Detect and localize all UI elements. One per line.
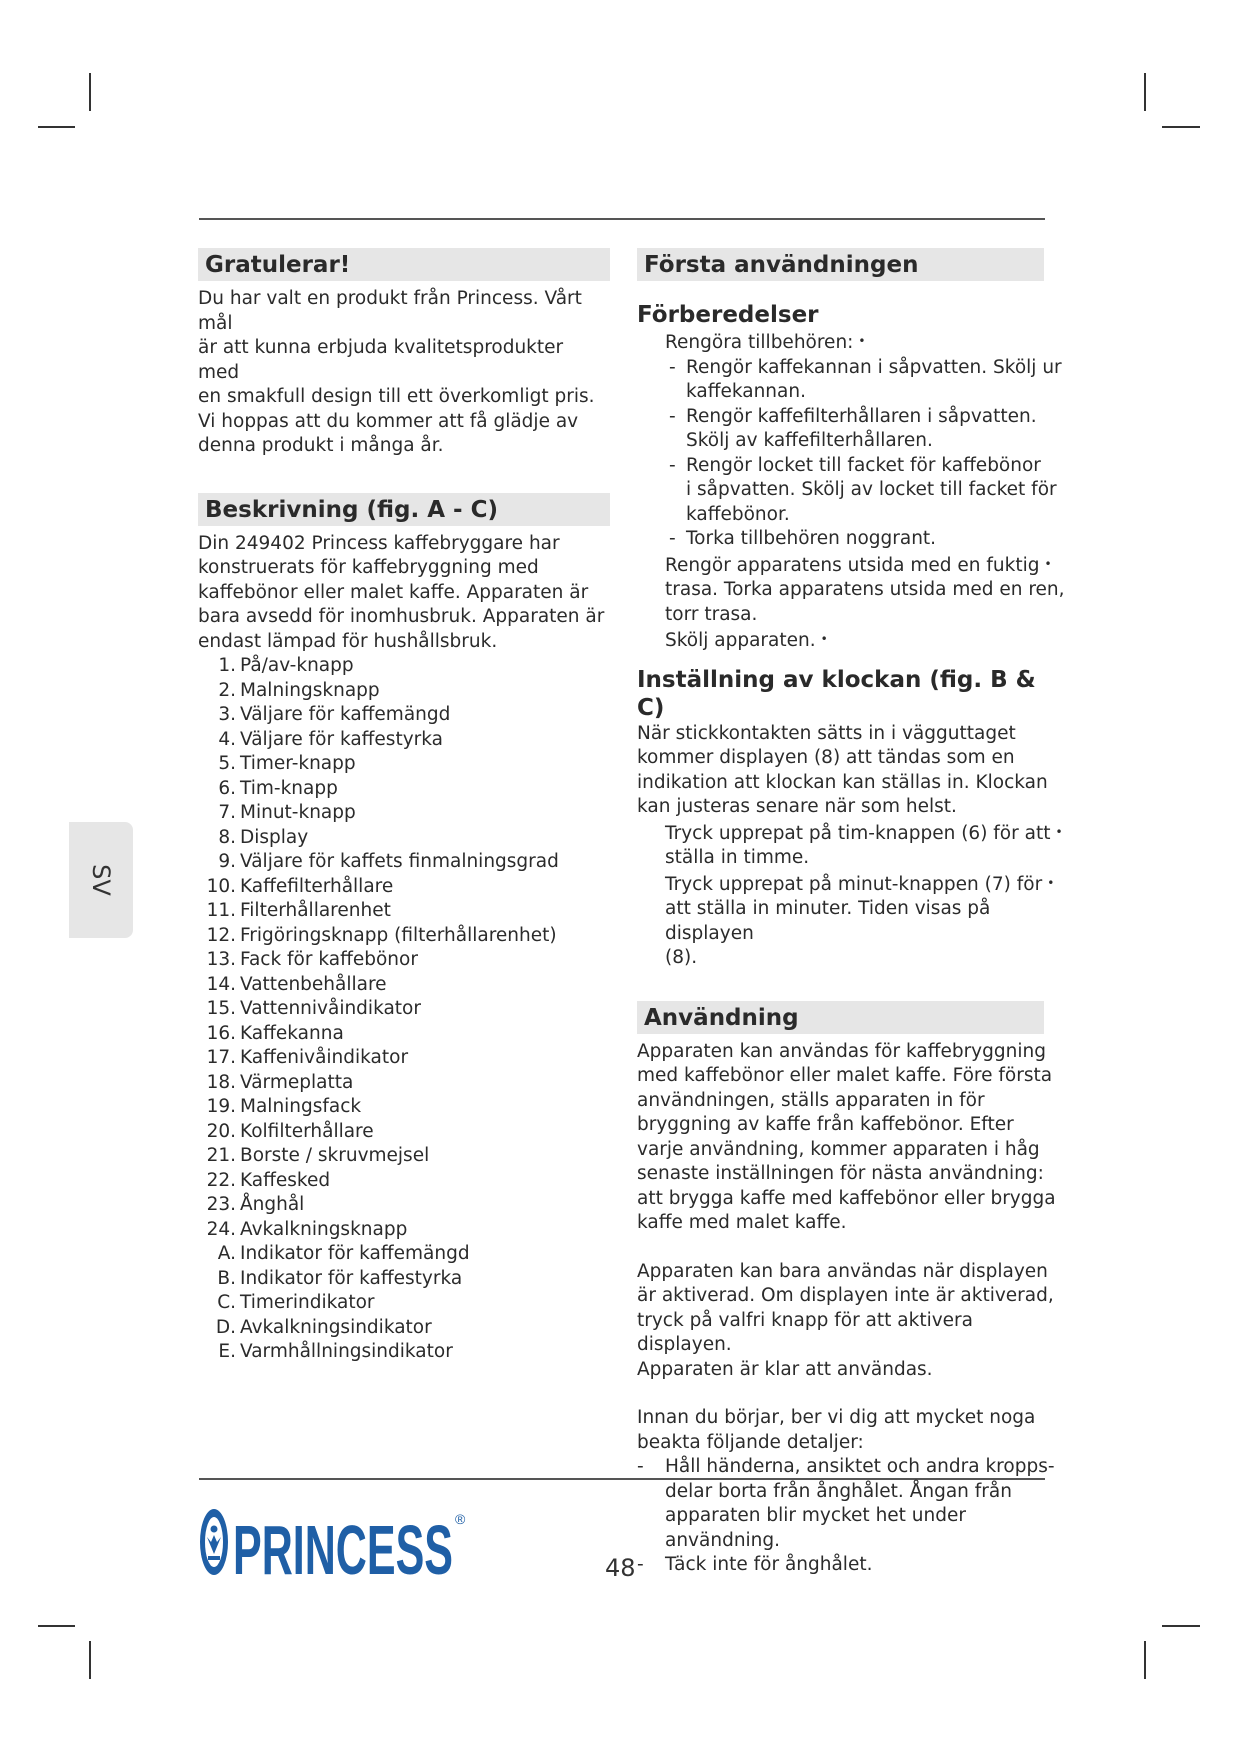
text-line: kan justeras senare när som helst. [637, 796, 957, 817]
crop-mark [1162, 1625, 1200, 1627]
parts-list-label: Ånghål [240, 1194, 305, 1215]
bullet-item [637, 329, 1069, 356]
text-line: Innan du börjar, ber vi dig att mycket noga [637, 1407, 1036, 1428]
parts-list-number: 6. [218, 777, 236, 799]
text-line: att brygga kaffe med kaffebönor eller brygga [637, 1187, 1056, 1209]
usage-para-1 [637, 1040, 1069, 1236]
text-line: kaffe med malet kaffe. [637, 1212, 847, 1233]
first-use-heading: Första användningen [637, 248, 1044, 281]
text-line: är att kunna erbjuda kvalitetsprodukter med [198, 337, 564, 383]
parts-list-label: Vattenbehållare [240, 973, 387, 995]
usage-heading: Användning [637, 1001, 1044, 1034]
text-line: varje användning, kommer apparaten i håg [637, 1138, 1040, 1160]
description-heading: Beskrivning (fig. A - C) [198, 493, 610, 526]
text-line: Tryck upprepat på tim-knappen (6) för att [665, 822, 1051, 844]
parts-list-label: Indikator för kaffemängd [240, 1243, 470, 1264]
parts-list-number: 23. [206, 1194, 236, 1215]
parts-list-label: Kaffenivåindikator [240, 1047, 409, 1068]
princess-logo [197, 1504, 477, 1582]
parts-list-label: På/av-knapp [240, 655, 354, 676]
parts-list-number: B. [217, 1267, 236, 1289]
clock-text [637, 722, 1069, 820]
parts-list-number: 15. [206, 998, 236, 1019]
clock-heading: Inställning av klockan (fig. B & C) [637, 666, 1036, 721]
text-line: konstruerats för kaffebryggning med [198, 557, 539, 578]
text-line: kommer displayen (8) att tändas som en [637, 747, 1015, 768]
parts-list-number: A. [217, 1243, 236, 1264]
parts-list-number: 17. [206, 1047, 236, 1068]
preparations-heading: Förberedelser [637, 302, 819, 328]
text-line: bara avsedd för inomhusbruk. Apparaten är [198, 606, 605, 627]
parts-list-label: Frigöringsknapp (filterhållarenhet) [240, 924, 557, 946]
parts-list-label: Kolfilterhållare [240, 1120, 374, 1142]
parts-list-label: Filterhållarenhet [240, 900, 391, 921]
parts-list-item [206, 1242, 610, 1267]
bullet-item [637, 627, 1069, 654]
parts-list-number: 21. [206, 1145, 236, 1166]
text-line: Rengör locket till facket för kaffebönor [686, 454, 1041, 476]
bullet-item [637, 871, 1069, 971]
dash-item: - Torka tillbehören noggrant. [637, 527, 1069, 552]
text-line: i såpvatten. Skölj av locket till facket för [686, 479, 1057, 500]
parts-list-item [206, 1193, 610, 1218]
parts-list-label: Väljare för kaffestyrka [240, 728, 443, 750]
parts-list-item [206, 850, 610, 875]
language-tab-label: SV [87, 864, 115, 896]
parts-list-label: Timerindikator [240, 1292, 375, 1313]
parts-list-number: 3. [218, 704, 236, 725]
crop-mark [1162, 126, 1200, 128]
parts-list-item [206, 752, 610, 777]
parts-list-item [206, 1267, 610, 1292]
text-line: kaffebönor eller malet kaffe. Apparaten är [198, 581, 589, 603]
parts-list-item [206, 1120, 610, 1145]
text-line: att ställa in minuter. Tiden visas på displayen [665, 898, 991, 944]
bullet-text: Rengöra tillbehören: [665, 332, 854, 353]
parts-list-label: Minut-knapp [240, 802, 356, 823]
text-line: Håll händerna, ansiktet och andra kropps- [665, 1456, 1055, 1477]
bullet-dot: • [1044, 556, 1052, 571]
bullet-dot: • [858, 334, 866, 348]
crop-mark [89, 73, 91, 111]
bullet-item [637, 552, 1069, 628]
parts-list-label: Kaffesked [240, 1169, 331, 1191]
parts-list-number: 14. [206, 973, 236, 995]
text-line: trasa. Torka apparatens utsida med en ren, [665, 579, 1065, 600]
parts-list-number: 19. [206, 1096, 236, 1117]
parts-list-item [206, 728, 610, 753]
crop-mark [89, 1641, 91, 1679]
parts-list-number: 24. [206, 1218, 236, 1240]
dash-item: - Rengör kaffekannan i såpvatten. Skölj ur kaffekannan. [637, 356, 1069, 405]
bullet-text: Skölj apparaten. [665, 630, 816, 651]
parts-list-label: Kaffekanna [240, 1022, 344, 1044]
description-text [198, 532, 610, 655]
parts-list-number: 13. [206, 949, 236, 970]
parts-list-number: 12. [206, 924, 236, 946]
warning-item: - Håll händerna, ansiktet och andra kropps- delar borta från ånghålet. Ångan från apparaten blir mycket het under användning. [637, 1455, 1069, 1553]
text-line: Vi hoppas att du kommer att få glädje av [198, 410, 579, 432]
parts-list-item [206, 1169, 610, 1194]
parts-list-item [206, 801, 610, 826]
parts-list-number: 7. [218, 802, 236, 823]
page-number: 48 [605, 1554, 636, 1582]
text-line: Tryck upprepat på minut-knappen (7) för [665, 873, 1043, 895]
text-line: kaffekannan. [686, 381, 806, 402]
parts-list-item [206, 973, 610, 998]
text-line: torr trasa. [665, 603, 758, 625]
parts-list-item [206, 899, 610, 924]
text-line: Apparaten kan användas för kaffebryggning [637, 1040, 1046, 1062]
left-column [198, 248, 610, 1365]
parts-list-label: Avkalkningsindikator [240, 1316, 432, 1338]
parts-list-item [206, 1022, 610, 1047]
parts-list-item [206, 826, 610, 851]
text-line: Apparaten kan bara användas när displayen [637, 1260, 1048, 1282]
parts-list-number: 10. [206, 875, 236, 897]
text-line: Rengör kaffefilterhållaren i såpvatten. [686, 405, 1037, 427]
bullet-dot: • [1047, 875, 1055, 890]
text-line: Apparaten är klar att användas. [637, 1358, 933, 1380]
crop-mark [1144, 1641, 1146, 1679]
text-line: När stickkontakten sätts in i vägguttaget [637, 722, 1016, 744]
dash-item: - Rengör locket till facket för kaffebönor i såpvatten. Skölj av locket till facket för kaffebönor. [637, 454, 1069, 528]
parts-list-label: Fack för kaffebönor [240, 949, 418, 970]
text-line: endast lämpad för hushållsbruk. [198, 630, 498, 652]
congrats-heading: Gratulerar! [198, 248, 610, 281]
crown-emblem-icon [200, 1509, 228, 1575]
text-line: Rengör kaffekannan i såpvatten. Skölj ur [686, 356, 1062, 378]
text-line: med kaffebönor eller malet kaffe. Före första [637, 1065, 1053, 1086]
parts-list-number: 16. [206, 1022, 236, 1044]
text-line: en smakfull design till ett överkomligt pris. [198, 386, 595, 407]
registered-mark: ® [455, 1511, 466, 1527]
parts-list-label: Tim-knapp [240, 777, 338, 799]
congrats-text [198, 287, 610, 459]
text-line: ställa in timme. [665, 847, 810, 868]
crop-mark [38, 1625, 75, 1627]
parts-list-item [206, 948, 610, 973]
text-line: Rengör apparatens utsida med en fuktig [665, 554, 1040, 576]
text-line: Täck inte för ånghålet. [665, 1554, 873, 1575]
text-line: kaffebönor. [686, 503, 790, 525]
parts-list-number: C. [217, 1292, 236, 1313]
usage-para-2 [637, 1260, 1069, 1383]
parts-list-number: 1. [218, 655, 236, 676]
text-line: (8). [665, 947, 698, 968]
parts-list-item [206, 679, 610, 704]
warning-item: - Täck inte för ånghålet. [637, 1553, 1069, 1578]
text-line: apparaten blir mycket het under användning. [665, 1505, 966, 1551]
parts-list-label: Väljare för kaffemängd [240, 704, 451, 725]
parts-list-label: Vattennivåindikator [240, 998, 421, 1019]
crop-mark [1144, 73, 1146, 111]
text-line: beakta följande detaljer: [637, 1431, 864, 1453]
parts-list-item [206, 777, 610, 802]
right-column [637, 248, 1069, 1578]
text-line: denna produkt i många år. [198, 435, 444, 456]
dash-item: - Rengör kaffefilterhållaren i såpvatten. Skölj av kaffefilterhållaren. [637, 405, 1069, 454]
parts-list-item [206, 1071, 610, 1096]
parts-list-label: Väljare för kaffets finmalningsgrad [240, 851, 559, 872]
parts-list-label: Malningsfack [240, 1096, 362, 1117]
parts-list-label: Malningsknapp [240, 679, 380, 701]
usage-para-3 [637, 1406, 1069, 1455]
parts-list-number: 8. [218, 826, 236, 848]
parts-list-number: 5. [218, 753, 236, 774]
parts-list-number: D. [215, 1316, 236, 1338]
text-line: är aktiverad. Om displayen inte är aktiverad, [637, 1285, 1054, 1306]
parts-list-item [206, 654, 610, 679]
parts-list-item [206, 1046, 610, 1071]
text-line: Skölj av kaffefilterhållaren. [686, 430, 933, 451]
parts-list-number: E. [218, 1341, 236, 1362]
parts-list-item [206, 1144, 610, 1169]
parts-list-number: 20. [206, 1120, 236, 1142]
bullet-item [637, 820, 1069, 871]
parts-list-label: Avkalkningsknapp [240, 1218, 408, 1240]
parts-list-item [206, 1316, 610, 1341]
language-tab [69, 822, 133, 938]
parts-list-number: 22. [206, 1169, 236, 1191]
parts-list-item [206, 875, 610, 900]
parts-list-number: 11. [206, 900, 236, 921]
parts-list-label: Timer-knapp [240, 753, 356, 774]
text-line: Du har valt en produkt från Princess. Vårt mål [198, 288, 582, 334]
parts-list-number: 18. [206, 1071, 236, 1093]
crop-mark [38, 126, 75, 128]
parts-list-label: Kaffefilterhållare [240, 875, 394, 897]
parts-list-number: 9. [218, 851, 236, 872]
top-rule [199, 218, 1045, 220]
parts-list-label: Display [240, 826, 309, 848]
text-line: tryck på valfri knapp för att aktivera displayen. [637, 1309, 973, 1355]
parts-list-label: Varmhållningsindikator [240, 1341, 453, 1362]
text-line: indikation att klockan kan ställas in. Klockan [637, 771, 1048, 793]
parts-list-label: Borste / skruvmejsel [240, 1145, 430, 1166]
parts-list-number: 4. [218, 728, 236, 750]
parts-list-item [206, 703, 610, 728]
parts-list-item [206, 1095, 610, 1120]
text-line: bryggning av kaffe från kaffebönor. Efter [637, 1114, 1014, 1135]
text-line: Torka tillbehören noggrant. [686, 528, 937, 549]
parts-list [206, 654, 610, 1365]
brand-wordmark: PRINCESS [233, 1511, 453, 1582]
parts-list-label: Indikator för kaffestyrka [240, 1267, 463, 1289]
bullet-dot: • [1055, 824, 1063, 839]
text-line: användningen, ställs apparaten in för [637, 1089, 985, 1111]
parts-list-number: 2. [218, 679, 236, 701]
text-line: Din 249402 Princess kaffebryggare har [198, 532, 560, 554]
text-line: delar borta från ånghålet. Ångan från [665, 1480, 1012, 1502]
parts-list-item [206, 924, 610, 949]
parts-list-item [206, 997, 610, 1022]
parts-list-item [206, 1340, 610, 1365]
parts-list-label: Värmeplatta [240, 1071, 354, 1093]
text-line: senaste inställningen för nästa användning: [637, 1163, 1044, 1184]
bullet-dot: • [820, 632, 828, 646]
parts-list-item [206, 1291, 610, 1316]
parts-list-item [206, 1218, 610, 1243]
